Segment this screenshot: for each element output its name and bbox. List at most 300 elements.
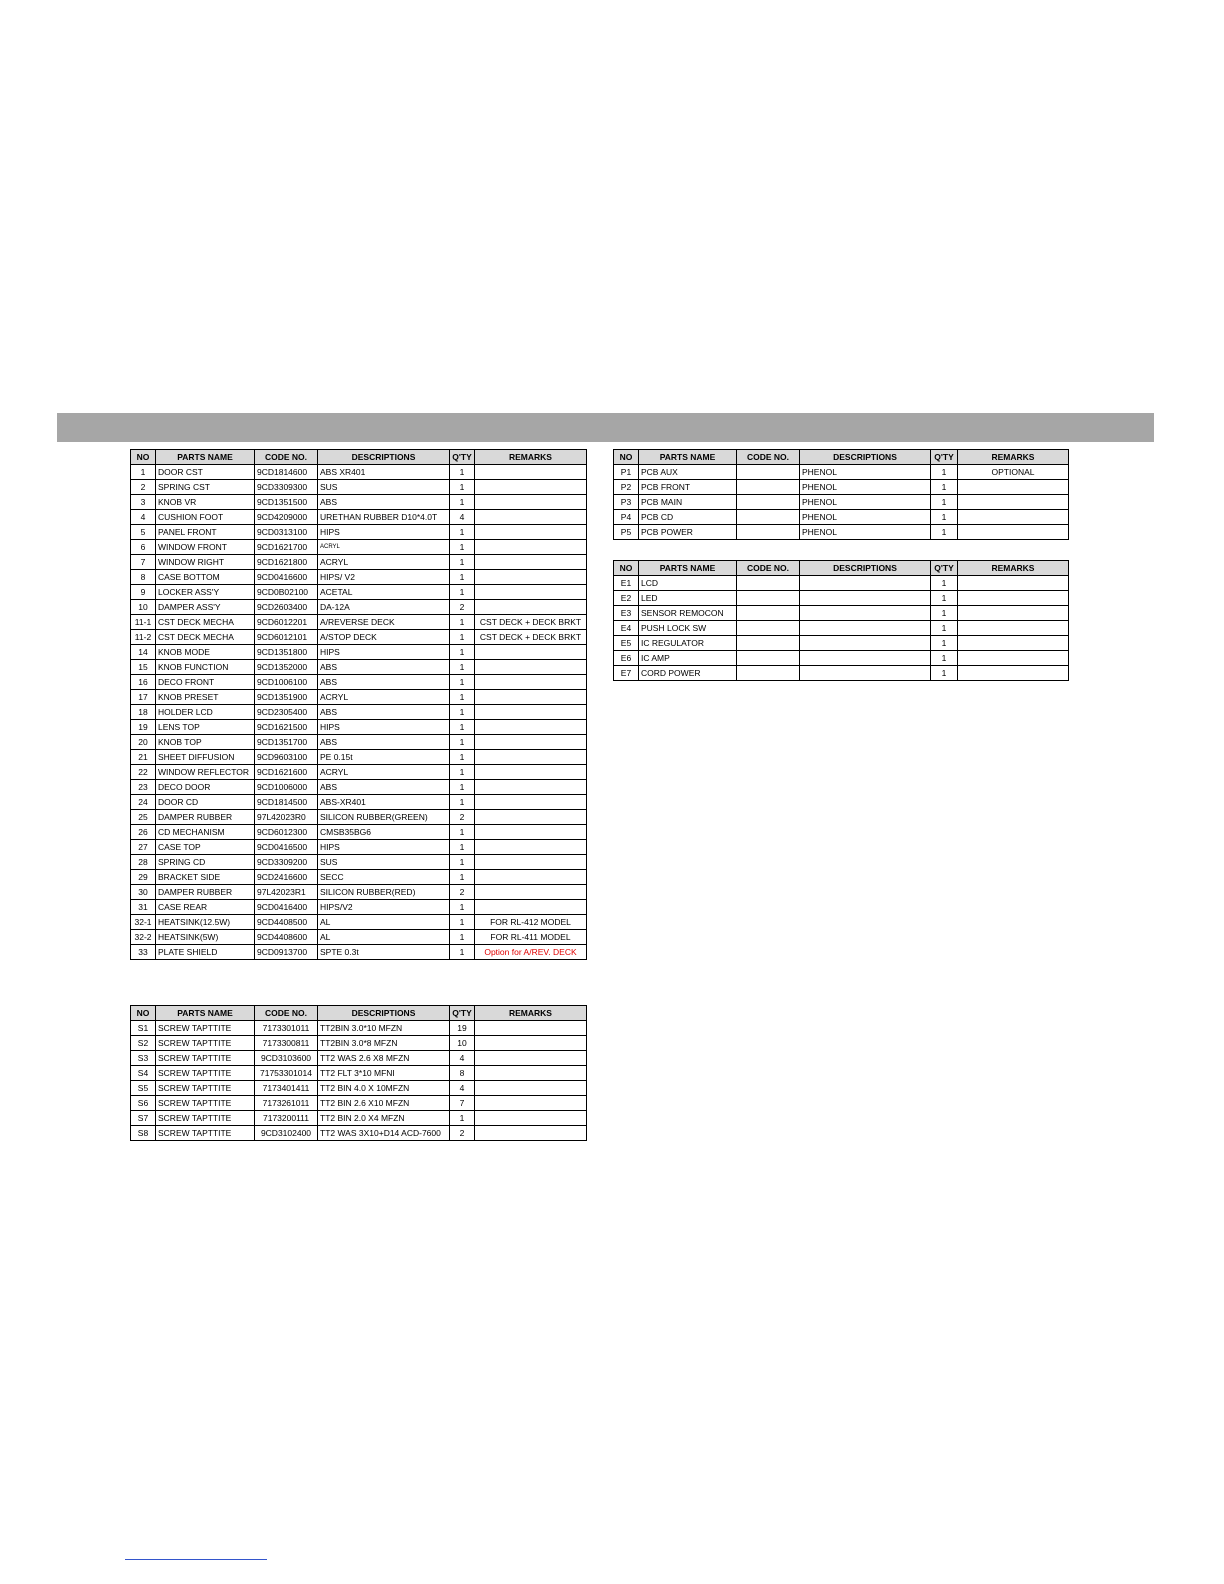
cell-col-qty: 1 bbox=[450, 870, 475, 885]
cell-col-remarks bbox=[475, 810, 587, 825]
cell-col-code-no: 9CD1352000 bbox=[255, 660, 318, 675]
cell-col-parts-name: SCREW TAPTTITE bbox=[156, 1096, 255, 1111]
cell-col-parts-name: CST DECK MECHA bbox=[156, 630, 255, 645]
cell-col-qty: 1 bbox=[450, 930, 475, 945]
cell-col-no: 31 bbox=[131, 900, 156, 915]
cell-col-code-no: 9CD0B02100 bbox=[255, 585, 318, 600]
header-col-no: NO bbox=[614, 450, 639, 465]
table-row bbox=[131, 750, 587, 765]
cell-col-parts-name: LCD bbox=[639, 576, 737, 591]
table-row bbox=[614, 510, 1069, 525]
table-row bbox=[131, 1096, 587, 1111]
table-header-row bbox=[614, 561, 1069, 576]
cell-col-code-no: 9CD1006100 bbox=[255, 675, 318, 690]
cell-col-parts-name: HEATSINK(12.5W) bbox=[156, 915, 255, 930]
cell-col-descriptions: HIPS/V2 bbox=[318, 900, 450, 915]
cell-col-no: S5 bbox=[131, 1081, 156, 1096]
cell-col-remarks bbox=[475, 735, 587, 750]
cell-col-qty: 1 bbox=[931, 606, 958, 621]
cell-col-qty: 1 bbox=[931, 465, 958, 480]
cell-col-remarks bbox=[475, 1036, 587, 1051]
cell-col-qty: 19 bbox=[450, 1021, 475, 1036]
cell-col-qty: 1 bbox=[931, 480, 958, 495]
cell-col-descriptions: HIPS bbox=[318, 525, 450, 540]
cell-col-descriptions: HIPS bbox=[318, 720, 450, 735]
table-row bbox=[131, 600, 587, 615]
cell-col-no: S2 bbox=[131, 1036, 156, 1051]
table-row bbox=[131, 780, 587, 795]
cell-col-code-no bbox=[737, 510, 800, 525]
cell-col-qty: 1 bbox=[450, 735, 475, 750]
cell-col-no: S6 bbox=[131, 1096, 156, 1111]
cell-col-parts-name: PUSH LOCK SW bbox=[639, 621, 737, 636]
cell-col-no: P4 bbox=[614, 510, 639, 525]
cell-col-code-no: 7173261011 bbox=[255, 1096, 318, 1111]
cell-col-code-no: 9CD3103600 bbox=[255, 1051, 318, 1066]
cell-col-remarks bbox=[958, 480, 1069, 495]
table-header-row bbox=[131, 1006, 587, 1021]
cell-col-descriptions: HIPS bbox=[318, 645, 450, 660]
table-row bbox=[131, 690, 587, 705]
cell-col-no: 21 bbox=[131, 750, 156, 765]
table-row bbox=[131, 1021, 587, 1036]
cell-col-qty: 1 bbox=[931, 510, 958, 525]
cell-col-qty: 1 bbox=[450, 705, 475, 720]
cell-col-qty: 10 bbox=[450, 1036, 475, 1051]
cell-col-descriptions: ACRYL bbox=[318, 765, 450, 780]
cell-col-parts-name: SCREW TAPTTITE bbox=[156, 1066, 255, 1081]
table-row bbox=[614, 525, 1069, 540]
cell-col-code-no: 9CD6012300 bbox=[255, 825, 318, 840]
cell-col-qty: 1 bbox=[450, 630, 475, 645]
cell-col-remarks bbox=[475, 840, 587, 855]
table-row bbox=[131, 855, 587, 870]
cell-col-descriptions: SUS bbox=[318, 480, 450, 495]
cell-col-descriptions: ACETAL bbox=[318, 585, 450, 600]
cell-col-code-no bbox=[737, 591, 800, 606]
cell-col-qty: 1 bbox=[450, 555, 475, 570]
cell-col-remarks bbox=[475, 870, 587, 885]
cell-col-descriptions: TT2 FLT 3*10 MFNI bbox=[318, 1066, 450, 1081]
cell-col-code-no: 7173200111 bbox=[255, 1111, 318, 1126]
cell-col-qty: 1 bbox=[931, 576, 958, 591]
cell-col-no: 18 bbox=[131, 705, 156, 720]
cell-col-code-no: 9CD3309200 bbox=[255, 855, 318, 870]
cell-col-parts-name: SHEET DIFFUSION bbox=[156, 750, 255, 765]
header-col-qty: Q'TY bbox=[931, 450, 958, 465]
cell-col-parts-name: CORD POWER bbox=[639, 666, 737, 681]
cell-col-remarks bbox=[475, 495, 587, 510]
cell-col-parts-name: CASE BOTTOM bbox=[156, 570, 255, 585]
cell-col-no: S3 bbox=[131, 1051, 156, 1066]
cell-col-qty: 1 bbox=[450, 615, 475, 630]
cell-col-code-no: 9CD4408500 bbox=[255, 915, 318, 930]
header-col-remarks: REMARKS bbox=[475, 450, 587, 465]
cell-col-descriptions bbox=[800, 621, 931, 636]
cell-col-qty: 1 bbox=[931, 666, 958, 681]
cell-col-descriptions: TT2 BIN 2.6 X10 MFZN bbox=[318, 1096, 450, 1111]
table-row bbox=[131, 930, 587, 945]
cell-col-no: 15 bbox=[131, 660, 156, 675]
cell-col-remarks bbox=[475, 705, 587, 720]
cell-col-descriptions: DA-12A bbox=[318, 600, 450, 615]
cell-col-qty: 1 bbox=[450, 690, 475, 705]
table-row bbox=[614, 636, 1069, 651]
cell-col-descriptions: ABS XR401 bbox=[318, 465, 450, 480]
cell-col-remarks: CST DECK + DECK BRKT bbox=[475, 630, 587, 645]
cell-col-code-no: 9CD1351900 bbox=[255, 690, 318, 705]
cell-col-no: E5 bbox=[614, 636, 639, 651]
cell-col-parts-name: KNOB MODE bbox=[156, 645, 255, 660]
cell-col-qty: 4 bbox=[450, 1051, 475, 1066]
cell-col-descriptions: PE 0.15t bbox=[318, 750, 450, 765]
cell-col-remarks bbox=[475, 570, 587, 585]
cell-col-no: P1 bbox=[614, 465, 639, 480]
cell-col-remarks bbox=[475, 1096, 587, 1111]
table-row bbox=[131, 720, 587, 735]
cell-col-no: S4 bbox=[131, 1066, 156, 1081]
cell-col-no: 16 bbox=[131, 675, 156, 690]
cell-col-no: 22 bbox=[131, 765, 156, 780]
cell-col-descriptions: SILICON RUBBER(RED) bbox=[318, 885, 450, 900]
cell-col-descriptions: TT2 WAS 3X10+D14 ACD-7600 bbox=[318, 1126, 450, 1141]
cell-col-qty: 1 bbox=[450, 750, 475, 765]
table-row bbox=[131, 705, 587, 720]
cell-col-remarks bbox=[475, 600, 587, 615]
table-row bbox=[614, 480, 1069, 495]
cell-col-remarks bbox=[475, 1066, 587, 1081]
cell-col-remarks bbox=[475, 675, 587, 690]
cell-col-qty: 1 bbox=[931, 525, 958, 540]
cell-col-qty: 1 bbox=[450, 720, 475, 735]
cell-col-remarks bbox=[475, 855, 587, 870]
cell-col-qty: 1 bbox=[450, 1111, 475, 1126]
cell-col-descriptions: SILICON RUBBER(GREEN) bbox=[318, 810, 450, 825]
cell-col-descriptions: PHENOL bbox=[800, 465, 931, 480]
cell-col-parts-name: BRACKET SIDE bbox=[156, 870, 255, 885]
cell-col-parts-name: DOOR CST bbox=[156, 465, 255, 480]
cell-col-code-no: 71753301014 bbox=[255, 1066, 318, 1081]
cell-col-code-no bbox=[737, 651, 800, 666]
cell-col-remarks bbox=[475, 1021, 587, 1036]
cell-col-parts-name: HOLDER LCD bbox=[156, 705, 255, 720]
cell-col-parts-name: WINDOW REFLECTOR bbox=[156, 765, 255, 780]
table-row bbox=[131, 525, 587, 540]
cell-col-parts-name: CD MECHANISM bbox=[156, 825, 255, 840]
header-col-qty: Q'TY bbox=[450, 1006, 475, 1021]
header-col-code-no: CODE NO. bbox=[255, 450, 318, 465]
cell-col-no: E7 bbox=[614, 666, 639, 681]
cell-col-parts-name: KNOB PRESET bbox=[156, 690, 255, 705]
cell-col-descriptions: PHENOL bbox=[800, 525, 931, 540]
cell-col-no: 1 bbox=[131, 465, 156, 480]
cell-col-descriptions: HIPS bbox=[318, 840, 450, 855]
cell-col-no: 28 bbox=[131, 855, 156, 870]
table-row bbox=[131, 645, 587, 660]
cell-col-qty: 1 bbox=[450, 765, 475, 780]
table-row bbox=[131, 615, 587, 630]
cell-col-remarks bbox=[475, 900, 587, 915]
cell-col-descriptions: TT2BIN 3.0*10 MFZN bbox=[318, 1021, 450, 1036]
cell-col-qty: 1 bbox=[450, 915, 475, 930]
table-row bbox=[131, 465, 587, 480]
cell-col-parts-name: PLATE SHIELD bbox=[156, 945, 255, 960]
cell-col-parts-name: PCB MAIN bbox=[639, 495, 737, 510]
cell-col-qty: 1 bbox=[931, 651, 958, 666]
cell-col-no: E4 bbox=[614, 621, 639, 636]
cell-col-descriptions: ACRYL bbox=[318, 555, 450, 570]
cell-col-no: 30 bbox=[131, 885, 156, 900]
table-row bbox=[131, 1126, 587, 1141]
cell-col-remarks bbox=[475, 795, 587, 810]
cell-col-qty: 1 bbox=[450, 840, 475, 855]
cell-col-qty: 1 bbox=[450, 480, 475, 495]
cell-col-qty: 4 bbox=[450, 510, 475, 525]
table-row bbox=[131, 570, 587, 585]
cell-col-remarks bbox=[475, 825, 587, 840]
cell-col-qty: 1 bbox=[450, 780, 475, 795]
cell-col-code-no bbox=[737, 636, 800, 651]
table-row bbox=[131, 795, 587, 810]
cell-col-remarks: CST DECK + DECK BRKT bbox=[475, 615, 587, 630]
cell-col-no: 25 bbox=[131, 810, 156, 825]
cell-col-code-no bbox=[737, 666, 800, 681]
table-row bbox=[131, 1036, 587, 1051]
cell-col-code-no: 7173301011 bbox=[255, 1021, 318, 1036]
cell-col-no: 5 bbox=[131, 525, 156, 540]
cell-col-descriptions: TT2 WAS 2.6 X8 MFZN bbox=[318, 1051, 450, 1066]
cell-col-code-no: 9CD3102400 bbox=[255, 1126, 318, 1141]
cell-col-code-no bbox=[737, 576, 800, 591]
cell-col-remarks bbox=[958, 666, 1069, 681]
cell-col-parts-name: DECO FRONT bbox=[156, 675, 255, 690]
cell-col-parts-name: PCB CD bbox=[639, 510, 737, 525]
cell-col-parts-name: SPRING CD bbox=[156, 855, 255, 870]
cell-col-code-no bbox=[737, 606, 800, 621]
cell-col-parts-name: DAMPER RUBBER bbox=[156, 810, 255, 825]
cell-col-parts-name: LENS TOP bbox=[156, 720, 255, 735]
cell-col-parts-name: SENSOR REMOCON bbox=[639, 606, 737, 621]
cell-col-code-no: 9CD1621500 bbox=[255, 720, 318, 735]
cell-col-remarks bbox=[475, 765, 587, 780]
cell-col-parts-name: PCB AUX bbox=[639, 465, 737, 480]
cell-col-parts-name: IC AMP bbox=[639, 651, 737, 666]
cell-col-descriptions: ABS bbox=[318, 780, 450, 795]
header-col-remarks: REMARKS bbox=[958, 450, 1069, 465]
cell-col-no: 10 bbox=[131, 600, 156, 615]
cell-col-parts-name: SCREW TAPTTITE bbox=[156, 1126, 255, 1141]
cell-col-no: 26 bbox=[131, 825, 156, 840]
header-col-parts-name: PARTS NAME bbox=[639, 450, 737, 465]
cell-col-no: E2 bbox=[614, 591, 639, 606]
cell-col-code-no: 9CD1621700 bbox=[255, 540, 318, 555]
cell-col-qty: 1 bbox=[931, 621, 958, 636]
cell-col-descriptions bbox=[800, 666, 931, 681]
cell-col-code-no: 9CD4408600 bbox=[255, 930, 318, 945]
cell-col-code-no: 9CD1006000 bbox=[255, 780, 318, 795]
table-row bbox=[614, 621, 1069, 636]
table-row bbox=[614, 591, 1069, 606]
cell-col-descriptions: AL bbox=[318, 930, 450, 945]
cell-col-parts-name: CUSHION FOOT bbox=[156, 510, 255, 525]
cell-col-descriptions: ABS bbox=[318, 735, 450, 750]
table-row bbox=[131, 555, 587, 570]
cell-col-descriptions: TT2BIN 3.0*8 MFZN bbox=[318, 1036, 450, 1051]
cell-col-descriptions bbox=[800, 636, 931, 651]
cell-col-parts-name: PCB POWER bbox=[639, 525, 737, 540]
cell-col-no: 11-1 bbox=[131, 615, 156, 630]
header-col-remarks: REMARKS bbox=[475, 1006, 587, 1021]
cell-col-code-no bbox=[737, 465, 800, 480]
cell-col-code-no: 9CD9603100 bbox=[255, 750, 318, 765]
table-row bbox=[614, 495, 1069, 510]
table-row bbox=[131, 540, 587, 555]
cell-col-code-no: 9CD1814500 bbox=[255, 795, 318, 810]
cell-col-parts-name: CASE TOP bbox=[156, 840, 255, 855]
cell-col-descriptions: ABS-XR401 bbox=[318, 795, 450, 810]
cell-col-code-no: 9CD0313100 bbox=[255, 525, 318, 540]
cell-col-qty: 2 bbox=[450, 600, 475, 615]
cell-col-qty: 1 bbox=[450, 660, 475, 675]
electrical-parts-table bbox=[613, 560, 1069, 681]
cell-col-no: 23 bbox=[131, 780, 156, 795]
header-col-no: NO bbox=[131, 1006, 156, 1021]
cell-col-code-no: 9CD1351700 bbox=[255, 735, 318, 750]
cell-col-no: 2 bbox=[131, 480, 156, 495]
cell-col-code-no: 97L42023R0 bbox=[255, 810, 318, 825]
cell-col-descriptions: AL bbox=[318, 915, 450, 930]
cell-col-remarks: Option for A/REV. DECK bbox=[475, 945, 587, 960]
cell-col-remarks bbox=[475, 1081, 587, 1096]
cell-col-descriptions: ABS bbox=[318, 675, 450, 690]
table-row bbox=[131, 1066, 587, 1081]
cell-col-code-no bbox=[737, 525, 800, 540]
table-row bbox=[131, 510, 587, 525]
header-col-descriptions: DESCRIPTIONS bbox=[800, 561, 931, 576]
cell-col-descriptions: SPTE 0.3t bbox=[318, 945, 450, 960]
cell-col-no: E6 bbox=[614, 651, 639, 666]
cell-col-qty: 1 bbox=[450, 585, 475, 600]
header-col-qty: Q'TY bbox=[931, 561, 958, 576]
table-row bbox=[131, 585, 587, 600]
cell-col-qty: 1 bbox=[450, 945, 475, 960]
cell-col-remarks bbox=[475, 720, 587, 735]
cell-col-descriptions: ABS bbox=[318, 660, 450, 675]
cell-col-code-no: 7173401411 bbox=[255, 1081, 318, 1096]
cell-col-parts-name: SCREW TAPTTITE bbox=[156, 1051, 255, 1066]
table-row bbox=[131, 660, 587, 675]
header-col-parts-name: PARTS NAME bbox=[156, 1006, 255, 1021]
cell-col-qty: 2 bbox=[450, 1126, 475, 1141]
cell-col-remarks bbox=[475, 540, 587, 555]
cell-col-no: P2 bbox=[614, 480, 639, 495]
table-row bbox=[131, 495, 587, 510]
pcb-table bbox=[613, 449, 1069, 540]
cell-col-no: 8 bbox=[131, 570, 156, 585]
cell-col-no: 6 bbox=[131, 540, 156, 555]
cell-col-qty: 2 bbox=[450, 810, 475, 825]
header-col-code-no: CODE NO. bbox=[737, 561, 800, 576]
cell-col-descriptions: PHENOL bbox=[800, 495, 931, 510]
cell-col-remarks bbox=[958, 591, 1069, 606]
table-row bbox=[131, 735, 587, 750]
cell-col-remarks bbox=[475, 660, 587, 675]
cell-col-descriptions: URETHAN RUBBER D10*4.0T bbox=[318, 510, 450, 525]
header-col-descriptions: DESCRIPTIONS bbox=[800, 450, 931, 465]
cell-col-descriptions: SECC bbox=[318, 870, 450, 885]
cell-col-remarks: OPTIONAL bbox=[958, 465, 1069, 480]
cell-col-descriptions: PHENOL bbox=[800, 480, 931, 495]
cell-col-descriptions: ACRYL bbox=[318, 540, 450, 555]
cell-col-no: 32-1 bbox=[131, 915, 156, 930]
cell-col-parts-name: WINDOW FRONT bbox=[156, 540, 255, 555]
screws-table bbox=[130, 1005, 587, 1141]
cell-col-no: 14 bbox=[131, 645, 156, 660]
cell-col-qty: 1 bbox=[931, 591, 958, 606]
table-row bbox=[131, 1081, 587, 1096]
header-col-qty: Q'TY bbox=[450, 450, 475, 465]
header-col-remarks: REMARKS bbox=[958, 561, 1069, 576]
header-col-descriptions: DESCRIPTIONS bbox=[318, 450, 450, 465]
table-row bbox=[614, 606, 1069, 621]
cell-col-no: 19 bbox=[131, 720, 156, 735]
cell-col-remarks bbox=[475, 690, 587, 705]
cell-col-remarks bbox=[475, 1111, 587, 1126]
cell-col-remarks bbox=[475, 780, 587, 795]
cell-col-code-no: 9CD1621800 bbox=[255, 555, 318, 570]
table-row bbox=[131, 810, 587, 825]
cell-col-parts-name: CST DECK MECHA bbox=[156, 615, 255, 630]
cell-col-descriptions: ABS bbox=[318, 705, 450, 720]
cell-col-remarks bbox=[958, 621, 1069, 636]
cell-col-remarks bbox=[958, 636, 1069, 651]
cell-col-remarks bbox=[475, 585, 587, 600]
cell-col-parts-name: HEATSINK(5W) bbox=[156, 930, 255, 945]
cell-col-descriptions: ACRYL bbox=[318, 690, 450, 705]
cell-col-descriptions: CMSB35BG6 bbox=[318, 825, 450, 840]
cell-col-descriptions: TT2 BIN 4.0 X 10MFZN bbox=[318, 1081, 450, 1096]
table-row bbox=[614, 651, 1069, 666]
cell-col-remarks bbox=[475, 645, 587, 660]
cell-col-remarks bbox=[475, 750, 587, 765]
cell-col-code-no: 9CD2305400 bbox=[255, 705, 318, 720]
cell-col-no: 32-2 bbox=[131, 930, 156, 945]
cell-col-no: 24 bbox=[131, 795, 156, 810]
cell-col-no: P3 bbox=[614, 495, 639, 510]
cell-col-no: 3 bbox=[131, 495, 156, 510]
cell-col-parts-name: KNOB FUNCTION bbox=[156, 660, 255, 675]
cell-col-parts-name: SPRING CST bbox=[156, 480, 255, 495]
cell-col-qty: 1 bbox=[450, 645, 475, 660]
cell-col-remarks bbox=[475, 885, 587, 900]
table-row bbox=[131, 900, 587, 915]
cell-col-qty: 1 bbox=[450, 795, 475, 810]
cell-col-qty: 1 bbox=[931, 636, 958, 651]
cell-col-remarks bbox=[475, 555, 587, 570]
footer-link-underline bbox=[125, 1559, 267, 1560]
table-row bbox=[131, 1111, 587, 1126]
table-header-row bbox=[614, 450, 1069, 465]
cell-col-code-no bbox=[737, 621, 800, 636]
cell-col-code-no: 9CD6012101 bbox=[255, 630, 318, 645]
header-col-parts-name: PARTS NAME bbox=[639, 561, 737, 576]
cell-col-remarks: FOR RL-412 MODEL bbox=[475, 915, 587, 930]
cell-col-code-no: 9CD1351800 bbox=[255, 645, 318, 660]
cell-col-qty: 2 bbox=[450, 885, 475, 900]
cell-col-parts-name: PCB FRONT bbox=[639, 480, 737, 495]
cell-col-parts-name: LED bbox=[639, 591, 737, 606]
table-row bbox=[614, 465, 1069, 480]
